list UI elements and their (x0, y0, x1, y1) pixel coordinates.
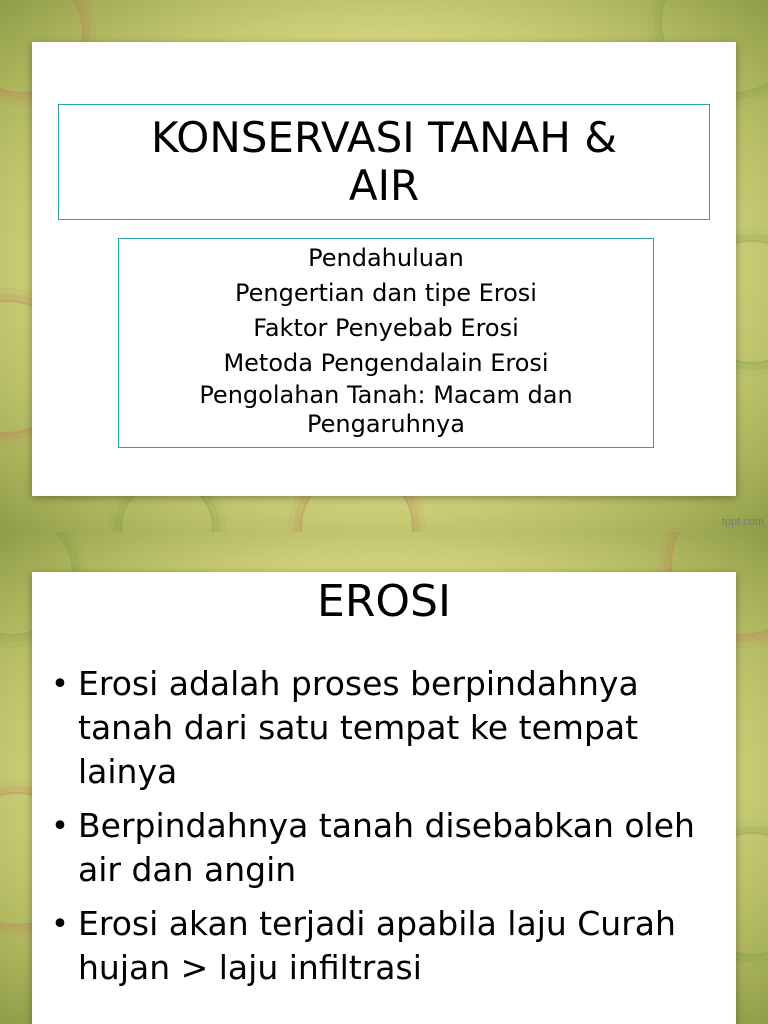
outline-item: Pengertian dan tipe Erosi (235, 279, 537, 307)
slide-title: KONSERVASI TANAH & AIR (151, 113, 617, 210)
bullet-icon: • (51, 809, 69, 844)
title-box (58, 104, 710, 220)
outline-item: Pendahuluan (308, 244, 464, 272)
watermark: tppt.com (721, 516, 764, 528)
bullet-item (42, 804, 722, 892)
outline-item: Metoda Pengendalain Erosi (223, 349, 549, 377)
bullet-list (42, 662, 722, 1000)
bullet-icon: • (51, 907, 69, 942)
bullet-text: Erosi adalah proses berpindahnya tanah dari satu tempat ke tempat lainya (78, 664, 639, 791)
bullet-text: Erosi akan terjadi apabila laju Curah hujan > laju infiltrasi (78, 904, 676, 987)
slide-2-card (32, 572, 736, 1024)
outline-item: Faktor Penyebab Erosi (253, 314, 519, 342)
bullet-item (42, 662, 722, 794)
slide-1-card (32, 42, 736, 496)
outline-item: Pengolahan Tanah: Macam dan Pengaruhnya (199, 381, 573, 438)
bullet-text: Berpindahnya tanah disebabkan oleh air dan angin (78, 806, 695, 889)
bullet-item (42, 902, 722, 990)
slide-2 (0, 532, 768, 1024)
bullet-icon: • (51, 667, 69, 702)
slide-title: EROSI (317, 576, 451, 627)
outline-box (118, 238, 654, 448)
